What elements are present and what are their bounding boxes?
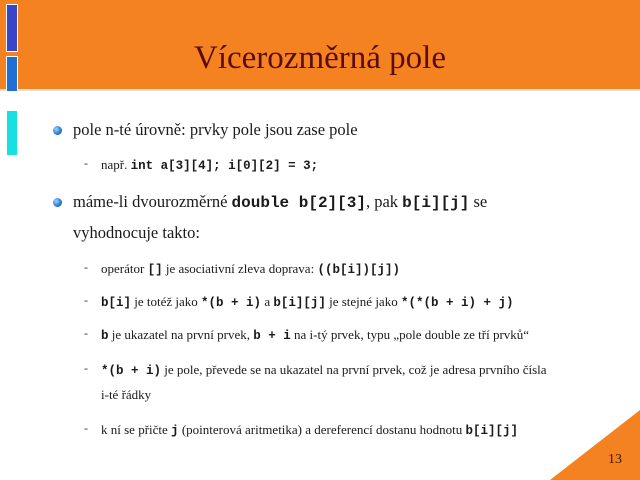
dash-icon: - [84, 260, 88, 274]
bullet-2-sub-1: operátor [] je asociativní zleva doprava: ((b[i])[j]) [101, 261, 400, 277]
bullet-2-sub-3: b je ukazatel na první prvek, b + i na i-tý prvek, typu „pole double ze tří prvků“ [101, 327, 530, 343]
dash-icon: - [84, 421, 88, 435]
bullet-2-text: máme-li dvourozměrné double b[2][3], pak b[i][j] se [73, 192, 488, 212]
bullet-icon [53, 126, 62, 135]
bullet-1-sub-1: např. int a[3][4]; i[0][2] = 3; [101, 157, 319, 173]
bullet-1-text: pole n-té úrovně: prvky pole jsou zase pole [73, 120, 358, 139]
dash-icon: - [84, 293, 88, 307]
dash-icon: - [84, 361, 88, 375]
corner-decoration [550, 410, 640, 480]
bullet-2-sub-4-line2: i-té řádky [101, 387, 152, 402]
bullet-2-sub-2: b[i] je totéž jako *(b + i) a b[i][j] je stejné jako *(*(b + i) + j) [101, 294, 514, 310]
header-divider [0, 89, 640, 91]
bullet-icon [53, 198, 62, 207]
slide-title: Vícerozměrná pole [194, 40, 446, 76]
page-number: 13 [608, 452, 622, 467]
decor-square-3 [6, 110, 18, 156]
dash-icon: - [84, 156, 88, 170]
bullet-2-sub-5: k ní se přičte j (pointerová aritmetika) a dereferencí dostanu hodnotu b[i][j] [101, 422, 519, 438]
dash-icon: - [84, 326, 88, 340]
bullet-2-sub-4: *(b + i) je pole, převede se na ukazatel na první prvek, což je adresa prvního čísla [101, 362, 547, 378]
bullet-2-text-line2: vyhodnocuje takto: [73, 223, 200, 242]
